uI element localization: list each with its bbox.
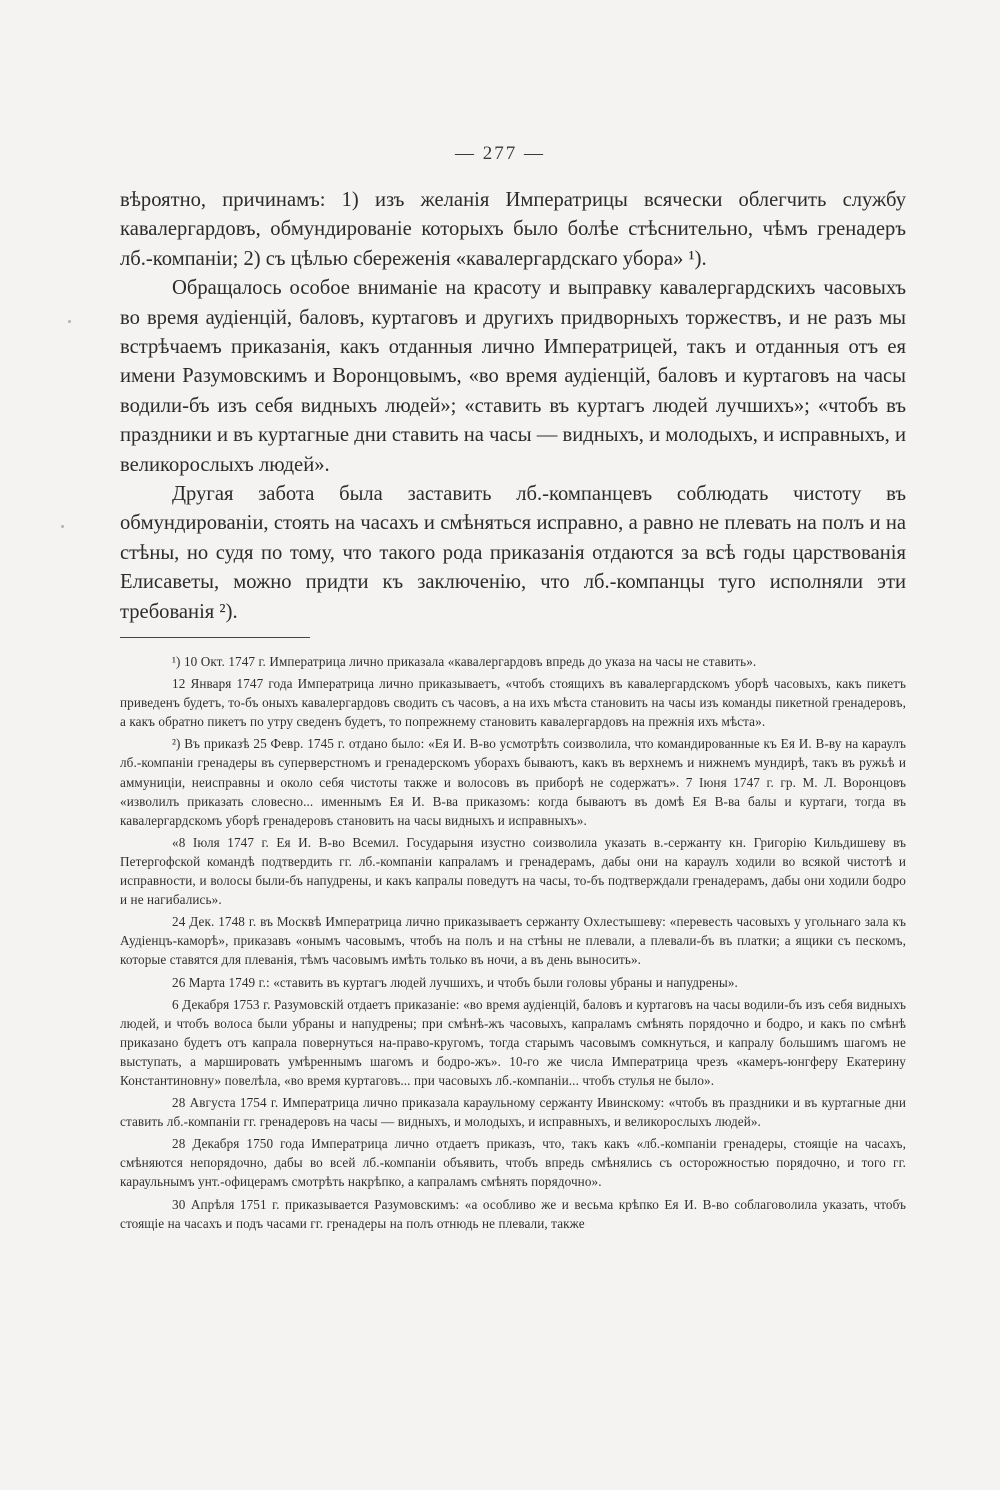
- footnote: 30 Апрѣля 1751 г. приказывается Разумовскимъ: «а особливо же и весьма крѣпко Ея И. В-во соблаговолила указать, чтобъ стоящіе на часахъ и подъ часами гг. гренадеры на полъ отнюдь не плевали, также: [120, 1196, 906, 1231]
- footnote: ¹) 10 Окт. 1747 г. Императрица лично приказала «кавалергардовъ впредь до указа на часы не ставить».: [172, 654, 757, 669]
- paragraph: Обращалось особое вниманіе на красоту и выправку кавалергардскихъ часовыхъ во время аудіенцій, баловъ, куртаговъ и другихъ придворныхъ торжествъ, и не разъ мы встрѣчаемъ приказанія, какъ отданныя лично Императрицей, такъ и отданныя отъ ея имени Разумовскимъ и Воронцовымъ, «во время аудіенцій, баловъ и куртаговъ на часы водили-бъ изъ себя видныхъ людей»; «ставить въ куртагъ людей лучшихъ»; «чтобъ въ праздники и въ куртагные дни ставить на часы — видныхъ, и молодыхъ, и исправныхъ, и великорослыхъ людей».: [120, 277, 906, 476]
- footnotes: [120, 652, 906, 1236]
- footnote: 28 Августа 1754 г. Императрица лично приказала караульному сержанту Ивинскому: «чтобъ въ праздники и въ куртагные дни ставить лб.-компаніи гг. гренадеровъ на часы — видныхъ, и молодыхъ, и исправныхъ, и великорослыхъ людей».: [120, 1095, 906, 1130]
- footnote: 6 Декабря 1753 г. Разумовскій отдаетъ приказаніе: «во время аудіенцій, баловъ и куртаговъ на часы водили-бъ изъ себя видныхъ людей, и чтобъ волоса были убраны и напудрены; при смѣнѣ-жъ часовыхъ, капраламъ смѣнять порядочно и бодро, и какъ по смѣнѣ приказано будетъ отъ капрала повернуться на-право-кругомъ, тогда старымъ часовымъ сомкнуться, и капралу большимъ шагомъ не выступать, а маршировать умѣреннымъ шагомъ и бодро-жъ». 10-го же числа Императрица чрезъ «камеръ-юнгферу Екатерину Константиновну» повелѣла, «во время куртаговъ... при часовыхъ лб.-компаніи... чтобъ стулья не было».: [120, 996, 906, 1088]
- page-number: — 277 —: [455, 143, 545, 164]
- paragraph: Другая забота была заставить лб.-компанцевъ соблюдать чистоту въ обмундированіи, стоять на часахъ и смѣняться исправно, а равно не плевать на полъ и на стѣны, но судя по тому, что такого рода приказанія отдаются за всѣ годы царствованія Елисаветы, можно придти къ заключенію, что лб.-компанцы туго исполняли эти требованія ²).: [120, 483, 906, 623]
- footnote-separator: [120, 637, 310, 638]
- footnote: 12 Января 1747 года Императрица лично приказываетъ, «чтобъ стоящихъ въ кавалергардскомъ уборѣ часовыхъ, какъ пикетъ приведенъ будетъ, то-бъ оныхъ кавалергардовъ сводить съ часовъ, а на ихъ мѣста становить на часы изъ команды пикетной гренадеровъ, а какъ обратно пикетъ по утру сведенъ будетъ, то попрежнему становить кавалергардовъ на прежнія ихъ мѣста».: [120, 676, 906, 730]
- paragraph-continuation: вѣроятно, причинамъ: 1) изъ желанія Императрицы всячески облегчить службу кавалергардовъ, обмундированіе которыхъ было болѣе стѣснительно, чѣмъ гренадеръ лб.-компаніи; 2) съ цѣлью сбереженія «кавалергардскаго убора» ¹).: [120, 189, 906, 270]
- footnote: 28 Декабря 1750 года Императрица лично отдаетъ приказъ, что, такъ какъ «лб.-компаніи гренадеры, стоящіе на часахъ, смѣняются непорядочно, дабы во всей лб.-компаніи объявить, чтобъ впредь смѣнялись съ осторожностью порядочно, и того гг. караульнымъ унт.-офицерамъ смотрѣть накрѣпко, а капраламъ смѣнять порядочно».: [120, 1136, 906, 1190]
- margin-speck: [61, 525, 64, 528]
- margin-speck: [68, 320, 71, 323]
- footnote: ²) Въ приказѣ 25 Февр. 1745 г. отдано было: «Ея И. В-во усмотрѣть соизволила, что командированные къ Ея И. В-ву на караулъ лб.-компаніи гренадеры въ суперверстномъ и гренадерскомъ уборахъ бываютъ, какъ въ верхнемъ и нижнемъ мундирѣ, такъ въ ружьѣ и аммуниціи, неисправны и около себя чистоты также и волосовъ въ приборѣ не содержатъ». 7 Іюня 1747 г. гр. М. Л. Воронцовъ «изволилъ приказать словесно... именнымъ Ея И. В-ва приказомъ: когда бываютъ въ домѣ Ея В-ва балы и куртаги, тогда въ кавалергардскомъ уборѣ гренадеровъ становить на часы видныхъ и исправныхъ».: [120, 736, 906, 828]
- footnote: 26 Марта 1749 г.: «ставить въ куртагъ людей лучшихъ, и чтобъ были головы убраны и напудрены».: [172, 974, 738, 990]
- footnote: «8 Іюля 1747 г. Ея И. В-во Всемил. Государыня изустно соизволила указать в.-сержанту кн. Григорію Кильдишеву въ Петергофской командѣ подтвердить гг. лб.-компаніи капраламъ и гренадерамъ, дабы они на караулъ ходили во всякой чистотѣ и исправности, и волосы были-бъ напудрены, и какъ капралы поведутъ на часы, то-бъ подтверждали гренадерамъ, дабы они ходили бодро и не нагибались».: [120, 834, 906, 908]
- main-text: [120, 186, 906, 627]
- footnote: 24 Дек. 1748 г. въ Москвѣ Императрица лично приказываетъ сержанту Охлестышеву: «перевесть часовыхъ у угольнаго зала къ Аудіенцъ-каморѣ», приказавъ «онымъ часовымъ, чтобъ на полъ и на стѣны не плевали, а плевали-бъ въ платки; а ящики съ пескомъ, которые ставятся для плеванія, тѣмъ часовымъ имѣть только въ ночи, а въ день выносить».: [120, 914, 906, 968]
